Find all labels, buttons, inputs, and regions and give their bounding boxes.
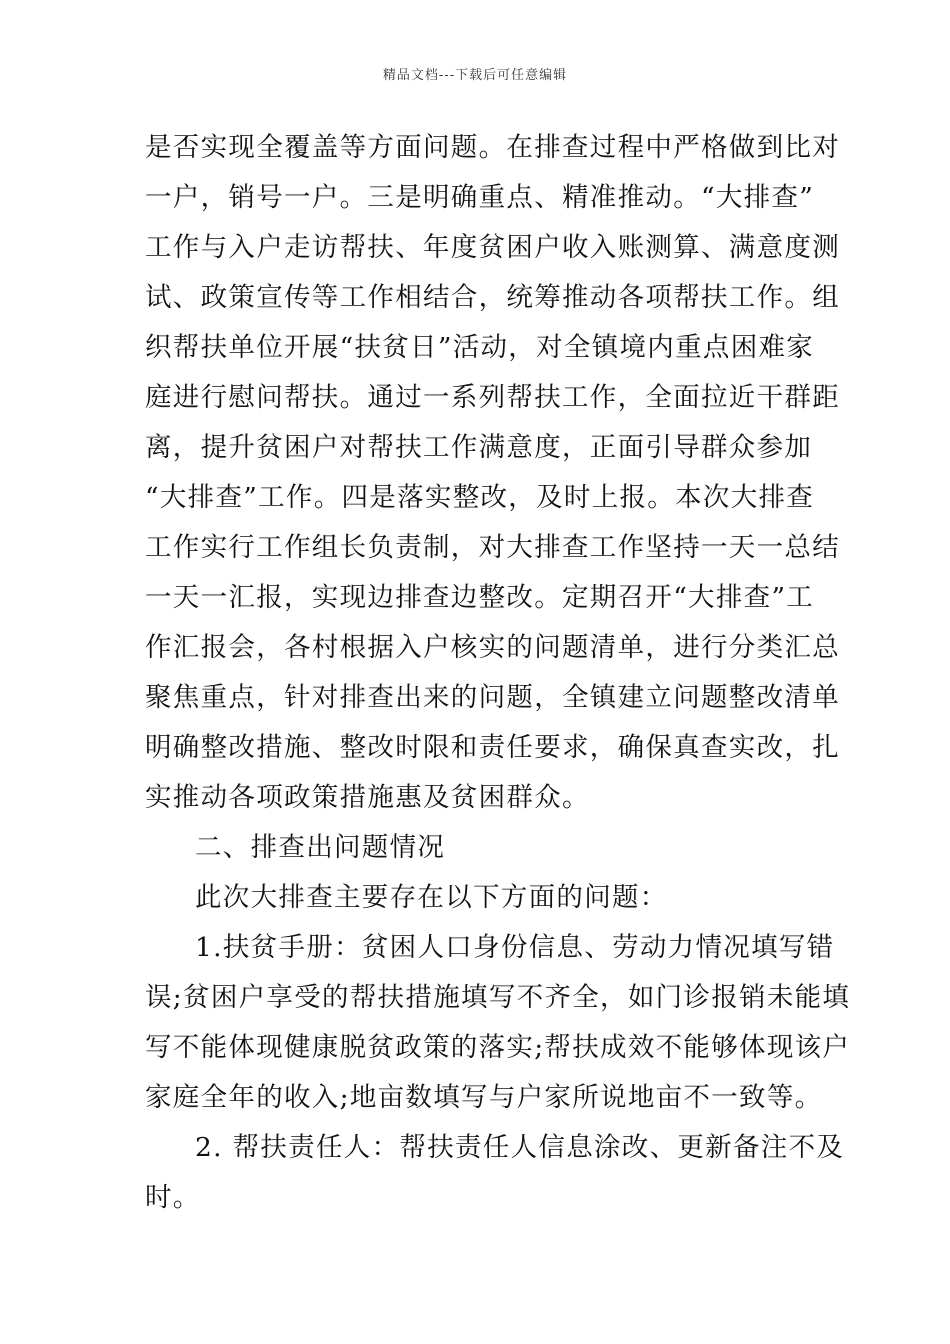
body-line: 是否实现全覆盖等方面问题。在排查过程中严格做到比对 <box>145 132 840 163</box>
body-line: 工作实行工作组长负责制，对大排查工作坚持一天一总结 <box>145 532 840 563</box>
body-line: 误;贫困户享受的帮扶措施填写不齐全，如门诊报销未能填 <box>145 982 851 1013</box>
body-line: 庭进行慰问帮扶。通过一系列帮扶工作，全面拉近干群距 <box>145 382 840 413</box>
body-line: 聚焦重点，针对排查出来的问题，全镇建立问题整改清单 <box>145 682 840 713</box>
body-line: 明确整改措施、整改时限和责任要求，确保真查实改，扎 <box>145 732 840 763</box>
list-item-1-line: 1.扶贫手册：贫困人口身份信息、劳动力情况填写错 <box>195 932 835 963</box>
body-line: 此次大排查主要存在以下方面的问题： <box>195 882 668 913</box>
body-line: 工作与入户走访帮扶、年度贫困户收入账测算、满意度测 <box>145 232 840 263</box>
body-line: 一户，销号一户。三是明确重点、精准推动。“大排查” <box>145 182 815 213</box>
body-line: “大排查”工作。四是落实整改，及时上报。本次大排查 <box>145 482 815 513</box>
body-line: 作汇报会，各村根据入户核实的问题清单，进行分类汇总 <box>145 632 840 663</box>
list-item-2-line: 2. 帮扶责任人：帮扶责任人信息涂改、更新备注不及 <box>195 1132 845 1163</box>
body-line: 时。 <box>145 1182 201 1213</box>
body-line: 离，提升贫困户对帮扶工作满意度，正面引导群众参加 <box>145 432 813 463</box>
body-line: 家庭全年的收入;地亩数填写与户家所说地亩不一致等。 <box>145 1082 823 1113</box>
body-line: 写不能体现健康脱贫政策的落实;帮扶成效不能够体现该户 <box>145 1032 851 1063</box>
body-line: 一天一汇报，实现边排查边整改。定期召开“大排查”工 <box>145 582 815 613</box>
body-line: 实推动各项政策措施惠及贫困群众。 <box>145 782 590 813</box>
body-line: 织帮扶单位开展“扶贫日”活动，对全镇境内重点困难家 <box>145 332 815 363</box>
body-line: 试、政策宣传等工作相结合，统筹推动各项帮扶工作。组 <box>145 282 840 313</box>
section-heading: 二、排查出问题情况 <box>195 832 446 863</box>
page-header: 精品文档---下载后可任意编辑 <box>382 68 568 83</box>
